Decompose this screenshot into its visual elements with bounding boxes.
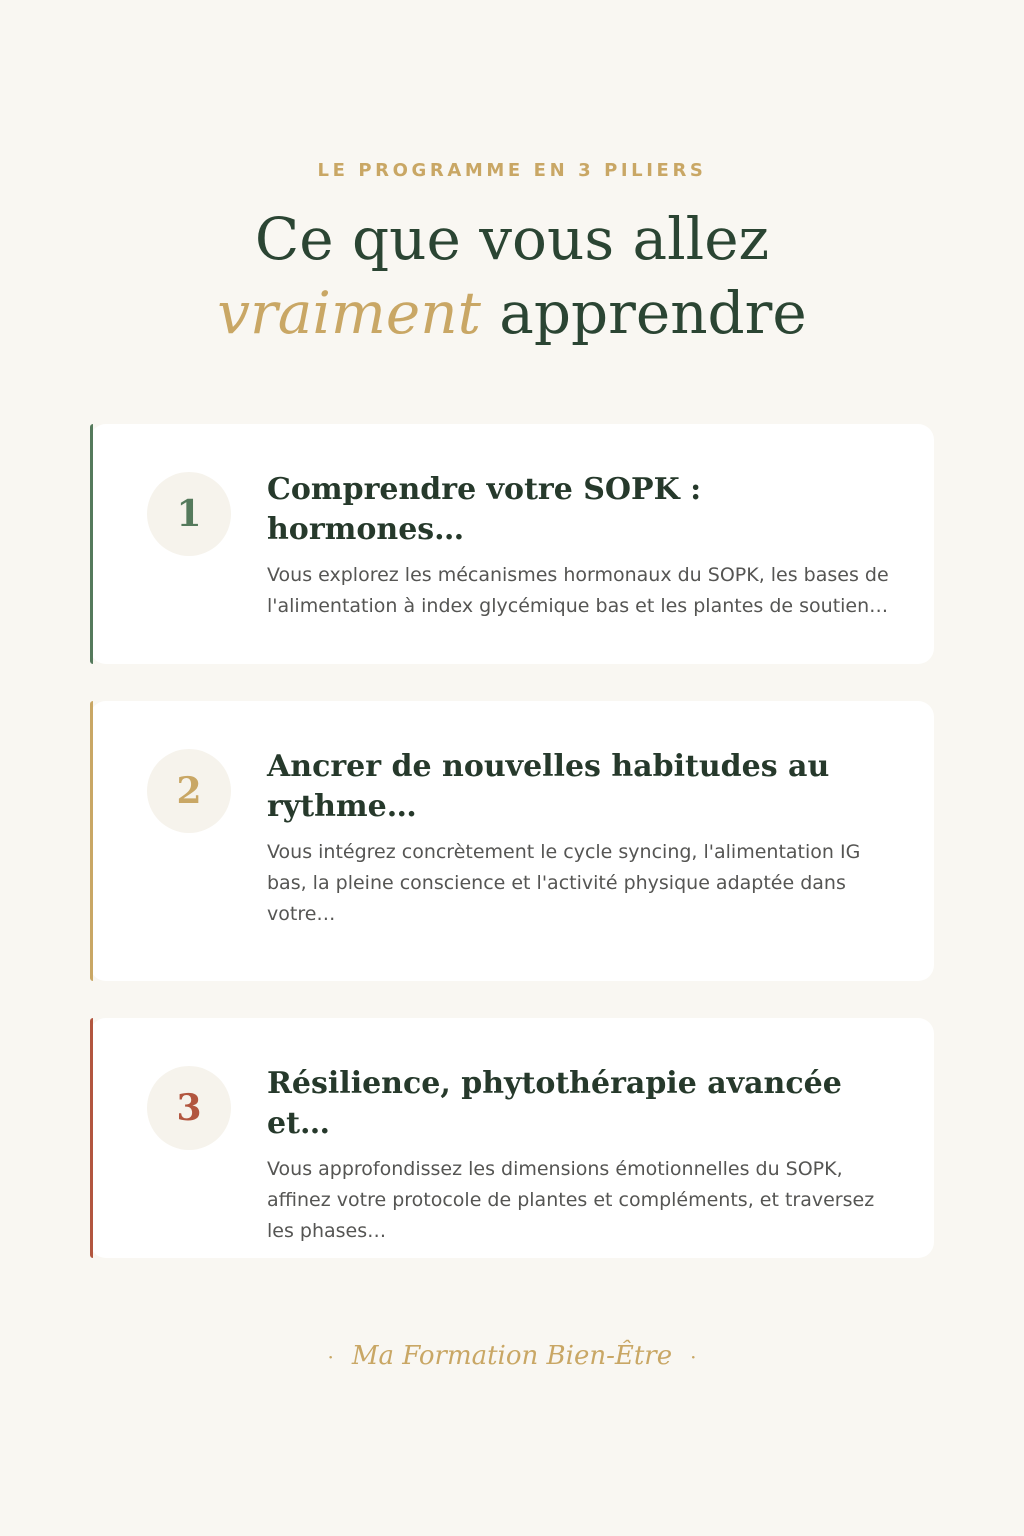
pillar-description: Vous intégrez concrètement le cycle syncing, l'alimentation IG bas, la pleine conscience et l'activité physique adaptée dans votre… [267,841,861,925]
footer-dot-left: · [327,1345,334,1369]
pillar-content [267,747,897,930]
pillar-title: Résilience, phytothérapie avancée et… [267,1066,842,1141]
pillar-card-1 [90,424,934,664]
section-eyebrow: LE PROGRAMME EN 3 PILIERS [317,160,707,181]
pillar-number-badge: 2 [147,749,231,833]
pillar-content [267,1064,897,1247]
title-line-2: apprendre [480,279,807,347]
pillar-title: Ancrer de nouvelles habitudes au rythme… [267,749,830,824]
title-line-1: Ce que vous allez [254,205,770,273]
brand-footer [0,1336,1024,1377]
footer-dot-right: · [690,1345,697,1369]
pillar-card-3 [90,1018,934,1258]
page-title [0,202,1024,350]
pillar-description: Vous explorez les mécanismes hormonaux du SOPK, les bases de l'alimentation à index glycémique bas et les plantes de soutien… [267,564,889,617]
pillar-number-badge: 1 [147,472,231,556]
title-accent-word: vraiment [217,279,481,347]
pillar-card-2 [90,701,934,981]
pillar-content [267,470,897,622]
pillar-title: Comprendre votre SOPK : hormones… [267,472,702,547]
pillar-description: Vous approfondissez les dimensions émotionnelles du SOPK, affinez votre protocole de plantes et compléments, et traversez les phases… [267,1158,875,1242]
brand-signature: Ma Formation Bien-Être [351,1341,673,1371]
pillar-number-badge: 3 [147,1066,231,1150]
